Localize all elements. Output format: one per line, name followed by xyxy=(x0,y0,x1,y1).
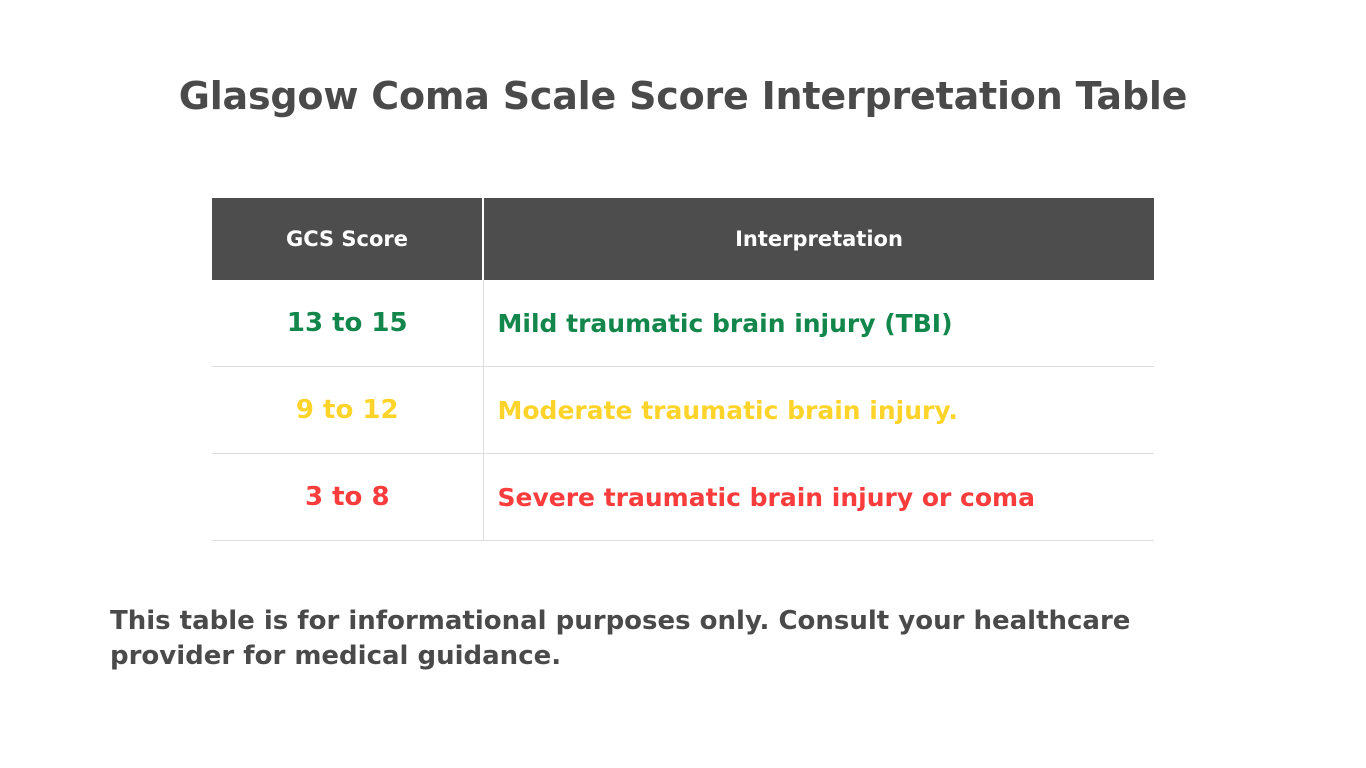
cell-score: 9 to 12 xyxy=(212,367,483,454)
table-body xyxy=(212,280,1154,541)
column-header-interpretation: Interpretation xyxy=(483,198,1154,280)
cell-interpretation: Severe traumatic brain injury or coma xyxy=(483,454,1154,541)
table-row xyxy=(212,367,1154,454)
cell-score: 13 to 15 xyxy=(212,280,483,367)
table-row xyxy=(212,280,1154,367)
column-header-gcs-score: GCS Score xyxy=(212,198,483,280)
disclaimer-note: This table is for informational purposes only. Consult your healthcare provider for medical guidance. xyxy=(110,606,1131,672)
table-header-row xyxy=(212,198,1154,280)
gcs-table-container xyxy=(212,198,1154,541)
table-header xyxy=(212,198,1154,280)
table-row xyxy=(212,454,1154,541)
page-title: Glasgow Coma Scale Score Interpretation Table xyxy=(178,74,1188,118)
gcs-table xyxy=(212,198,1154,541)
cell-interpretation: Moderate traumatic brain injury. xyxy=(483,367,1154,454)
cell-score: 3 to 8 xyxy=(212,454,483,541)
cell-interpretation: Mild traumatic brain injury (TBI) xyxy=(483,280,1154,367)
